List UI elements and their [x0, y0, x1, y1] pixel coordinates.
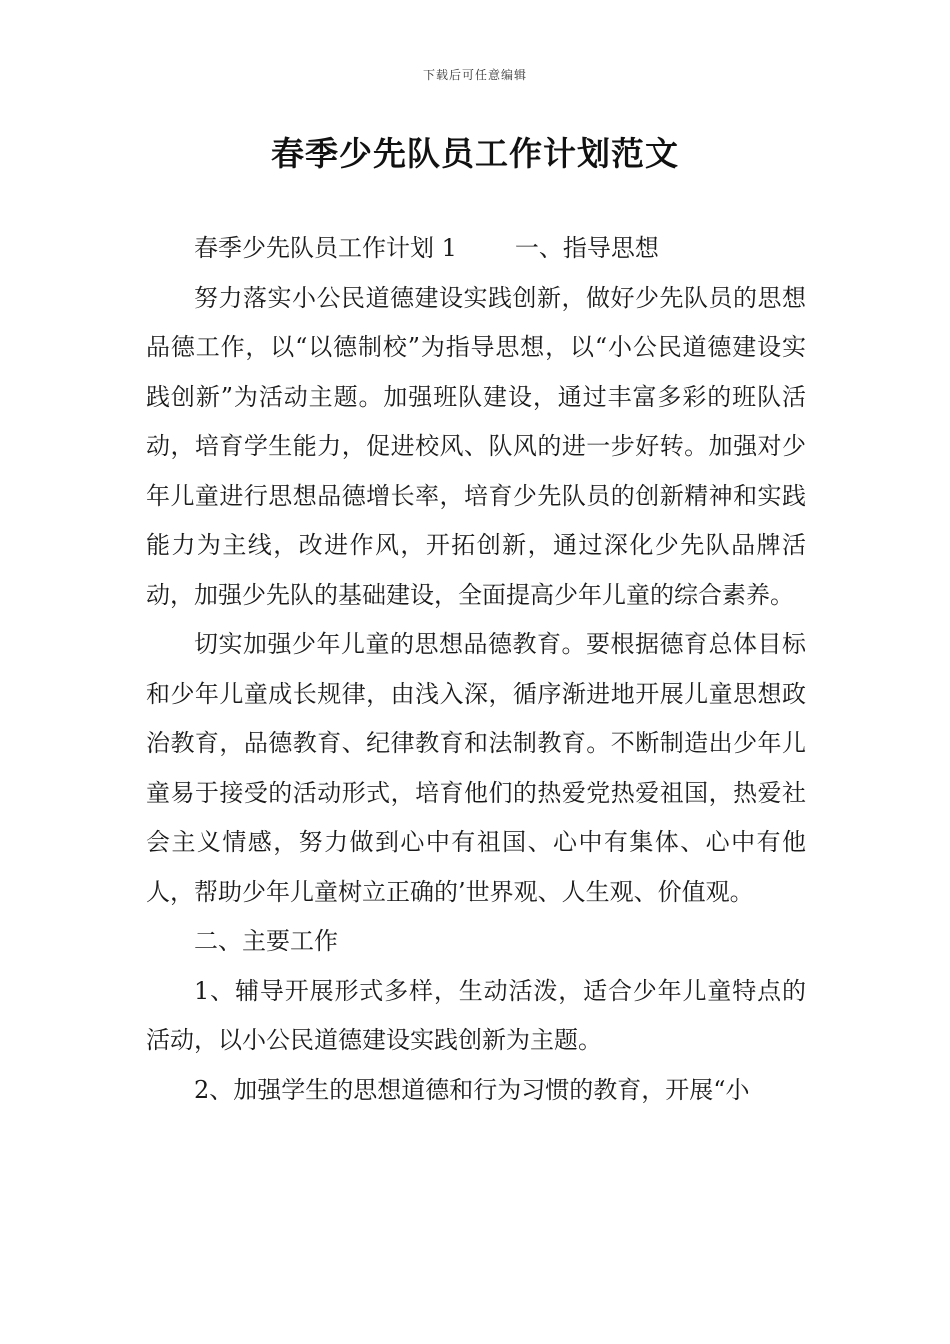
paragraph-2: 切实加强少年儿童的思想品德教育。要根据德育总体目标和少年儿童成长规律，由浅入深，循序渐进地开展儿童思想政治教育，品德教育、纪律教育和法制教育。不断制造出少年儿童易于接受的活动形式，培育他们的热爱党热爱祖国，热爱社会主义情感，努力做到心中有祖国、心中有集体、心中有他人，帮助少年儿童树立正确的’世界观、人生观、价值观。 [146, 630, 806, 906]
plan-subtitle: 春季少先队员工作计划 1 [194, 234, 457, 262]
section-heading-main-work: 二、主要工作 [194, 927, 338, 955]
paragraph-3: 1、辅导开展形式多样，生动活泼，适合少年儿童特点的活动，以小公民道德建设实践创新为主题。 [146, 976, 806, 1054]
header-note: 下载后可任意编辑 [422, 68, 527, 82]
page-title: 春季少先队员工作计划范文 [271, 134, 679, 173]
section-heading-guiding-ideology: 一、指导思想 [514, 234, 659, 262]
paragraph-4: 2、加强学生的思想道德和行为习惯的教育，开展“小 [194, 1075, 750, 1104]
paragraph-1: 努力落实小公民道德建设实践创新，做好少先队员的思想品德工作，以“以德制校”为指导思想，以“小公民道德建设实践创新”为活动主题。加强班队建设，通过丰富多彩的班队活动，培育学生能力，促进校风、队风的进一步好转。加强对少年儿童进行思想品德增长率，培育少先队员的创新精神和实践能力为主线，改进作风，开拓创新，通过深化少先队品牌活动，加强少先队的基础建设，全面提高少年儿童的综合素养。 [146, 283, 806, 609]
document-body [146, 224, 806, 1115]
subtitle-line [146, 224, 806, 274]
